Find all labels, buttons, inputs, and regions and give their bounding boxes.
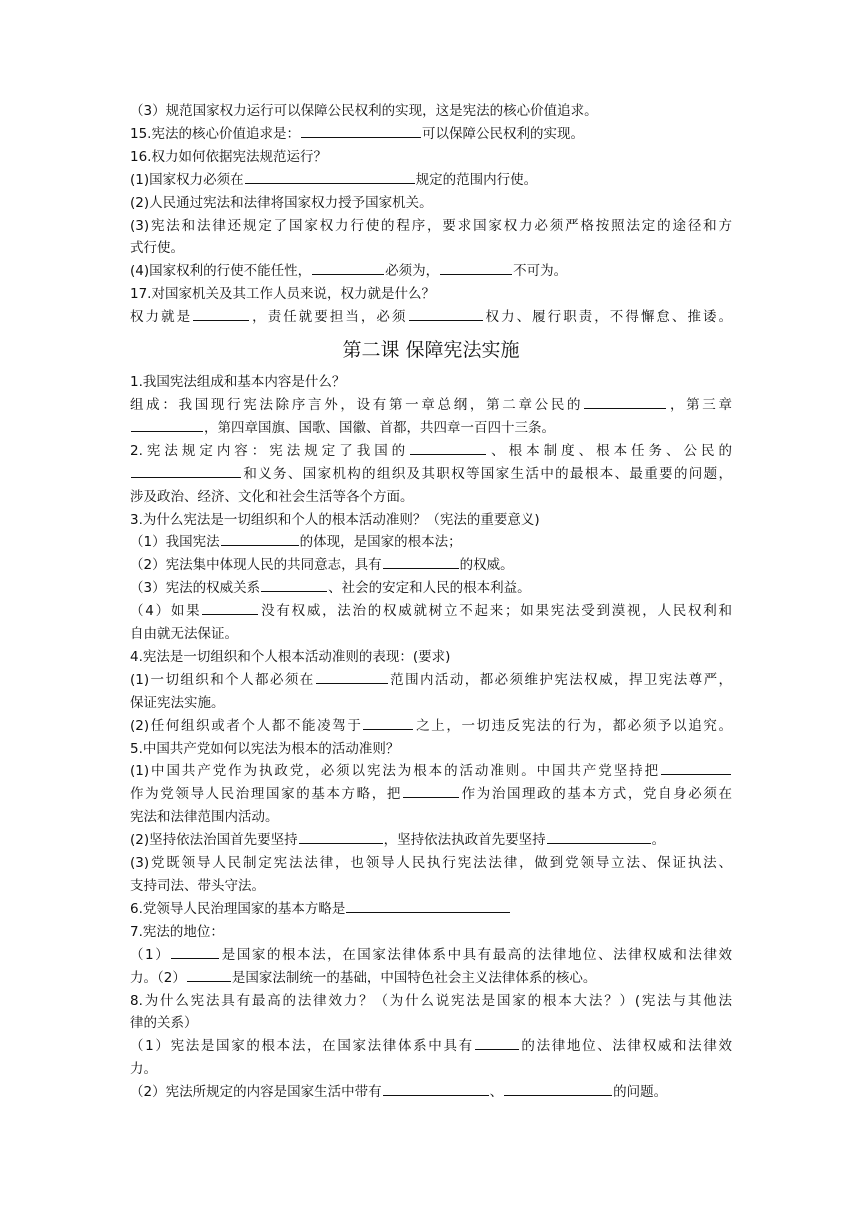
text-line bbox=[130, 192, 732, 215]
text-line bbox=[130, 146, 732, 169]
text-line bbox=[130, 646, 732, 669]
line-text: 律的关系） bbox=[130, 1015, 198, 1032]
fill-in-blank[interactable] bbox=[131, 464, 241, 478]
line-text: 5.中国共产党如何以宪法为根本的活动准则？ bbox=[130, 740, 400, 757]
text-line bbox=[130, 921, 732, 944]
text-line bbox=[130, 692, 732, 715]
line-text: 2.宪法规定内容：宪法规定了我国的 bbox=[130, 442, 410, 459]
line-text: 力。 bbox=[130, 1061, 157, 1078]
text-line bbox=[130, 1035, 732, 1058]
line-text: （2）宪法所规定的内容是国家生活中带有 bbox=[130, 1084, 382, 1101]
text-line bbox=[130, 806, 732, 829]
text-line bbox=[130, 783, 732, 806]
line-text: 权力就是 bbox=[130, 309, 193, 326]
line-text: 之上，一切违反宪法的行为，都必须予以追究。 bbox=[414, 717, 732, 734]
line-text: 3.为什么宪法是一切组织和个人的根本活动准则？（宪法的重要意义) bbox=[130, 511, 540, 528]
text-line bbox=[130, 1081, 732, 1104]
line-text: （3）宪法的权威关系 bbox=[130, 580, 261, 597]
line-text: (1)国家权力必须在 bbox=[130, 171, 244, 188]
line-text: (4)国家权利的行使不能任性， bbox=[130, 263, 312, 280]
fill-in-blank[interactable] bbox=[409, 307, 483, 321]
line-text: 4.宪法是一切组织和个人根本活动准则的表现：(要求) bbox=[130, 648, 451, 665]
line-text: 15.宪法的核心价值追求是： bbox=[130, 125, 300, 142]
line-text: 。 bbox=[651, 832, 666, 849]
text-line bbox=[130, 898, 732, 921]
text-line bbox=[130, 623, 732, 646]
fill-in-blank[interactable] bbox=[221, 532, 299, 546]
line-text: 组成：我国现行宪法除序言外，设有第一章总纲，第二章公民的 bbox=[130, 396, 584, 413]
line-text: 保证宪法实施。 bbox=[130, 694, 225, 711]
line-text: 是国家法制统一的基础，中国特色社会主义法律体系的核心。 bbox=[231, 969, 597, 986]
text-line bbox=[130, 394, 732, 417]
fill-in-blank[interactable] bbox=[316, 670, 388, 684]
line-text: 自由就无法保证。 bbox=[130, 626, 238, 643]
line-text: 的权威。 bbox=[459, 557, 514, 574]
line-text: （1） bbox=[130, 946, 171, 963]
line-text: 规定的范围内行使。 bbox=[415, 171, 538, 188]
line-text: 必须为， bbox=[385, 263, 440, 280]
line-text: 8.为什么宪法具有最高的法律效力？（为什么说宪法是国家的根本大法？）(宪法与其他法 bbox=[130, 992, 732, 1009]
line-text: 16.权力如何依据宪法规范运行？ bbox=[130, 148, 327, 165]
text-line bbox=[130, 237, 732, 260]
text-line bbox=[130, 169, 732, 192]
line-text: 、社会的安定和人民的根本利益。 bbox=[328, 580, 531, 597]
line-text: 的法律地位、法律权威和法律效 bbox=[519, 1038, 732, 1055]
line-text: ，第三章 bbox=[667, 396, 732, 413]
line-text: （4）如果 bbox=[130, 603, 202, 620]
line-text: 的体现，是国家的根本法； bbox=[299, 534, 462, 551]
fill-in-blank[interactable] bbox=[363, 716, 413, 730]
fill-in-blank[interactable] bbox=[171, 945, 219, 959]
line-text: 1.我国宪法组成和基本内容是什么？ bbox=[130, 374, 346, 391]
fill-in-blank[interactable] bbox=[547, 830, 651, 844]
line-text: ，坚持依法执政首先要坚持 bbox=[383, 832, 546, 849]
fill-in-blank[interactable] bbox=[301, 124, 421, 138]
fill-in-blank[interactable] bbox=[661, 761, 731, 775]
line-text: (2)任何组织或者个人都不能凌驾于 bbox=[130, 717, 363, 734]
text-line bbox=[130, 829, 732, 852]
line-text: （2）宪法集中体现人民的共同意志，具有 bbox=[130, 557, 382, 574]
text-line bbox=[130, 944, 732, 967]
line-text: 权力、履行职责，不得懈怠、推诿。 bbox=[483, 309, 732, 326]
line-text: (2)人民通过宪法和法律将国家权力授予国家机关。 bbox=[130, 194, 433, 211]
line-text: 17.对国家机关及其工作人员来说，权力就是什么？ bbox=[130, 286, 435, 303]
text-line bbox=[130, 738, 732, 761]
text-line bbox=[130, 123, 732, 146]
line-text: ，第四章国旗、国歌、国徽、首都，共四章一百四十三条。 bbox=[204, 419, 555, 436]
text-line bbox=[130, 486, 732, 509]
fill-in-blank[interactable] bbox=[299, 830, 383, 844]
line-text: 是国家的根本法，在国家法律体系中具有最高的法律地位、法律权威和法律效 bbox=[220, 946, 732, 963]
text-line bbox=[130, 577, 732, 600]
text-line bbox=[130, 852, 732, 875]
line-text: (2)坚持依法治国首先要坚持 bbox=[130, 832, 298, 849]
text-line bbox=[130, 215, 732, 238]
line-text: (1)中国共产党作为执政党，必须以宪法为根本的活动准则。中国共产党坚持把 bbox=[130, 763, 660, 780]
text-line bbox=[130, 100, 732, 123]
line-text: 宪法和法律范围内活动。 bbox=[130, 809, 279, 826]
fill-in-blank[interactable] bbox=[193, 307, 249, 321]
fill-in-blank[interactable] bbox=[475, 1036, 519, 1050]
text-line bbox=[130, 531, 732, 554]
fill-in-blank[interactable] bbox=[584, 395, 666, 409]
line-text: 没有权威，法治的权威就树立不起来；如果宪法受到漠视，人民权利和 bbox=[259, 603, 732, 620]
fill-in-blank[interactable] bbox=[383, 1082, 489, 1096]
text-line bbox=[130, 283, 732, 306]
text-line bbox=[130, 715, 732, 738]
line-text: （1）我国宪法 bbox=[130, 534, 220, 551]
line-text: 作为治国理政的基本方式，党自身必须在 bbox=[460, 786, 732, 803]
fill-in-blank[interactable] bbox=[410, 441, 486, 455]
section-previous-lesson bbox=[130, 100, 732, 329]
text-line bbox=[130, 509, 732, 532]
text-line bbox=[130, 417, 732, 440]
text-line bbox=[130, 260, 732, 283]
fill-in-blank[interactable] bbox=[131, 418, 203, 432]
text-line bbox=[130, 371, 732, 394]
line-text: (3)党既领导人民制定宪法法律，也领导人民执行宪法法律，做到党领导立法、保证执法、 bbox=[130, 855, 732, 872]
text-line bbox=[130, 1012, 732, 1035]
fill-in-blank[interactable] bbox=[312, 261, 384, 275]
line-text: 不可为。 bbox=[513, 263, 568, 280]
text-line bbox=[130, 875, 732, 898]
line-text: 、根本制度、根本任务、公民的 bbox=[487, 442, 732, 459]
line-text: 支持司法、带头守法。 bbox=[130, 878, 265, 894]
fill-in-blank[interactable] bbox=[245, 170, 415, 184]
fill-in-blank[interactable] bbox=[202, 601, 258, 615]
text-line bbox=[130, 1058, 732, 1081]
text-line bbox=[130, 669, 732, 692]
line-text: 力。（2） bbox=[130, 969, 186, 986]
line-text: ，责任就要担当，必须 bbox=[250, 309, 408, 326]
line-text: 涉及政治、经济、文化和社会生活等各个方面。 bbox=[130, 488, 414, 505]
line-text: 7.宪法的地位： bbox=[130, 923, 224, 940]
lesson-title: 第二课 保障宪法实施 bbox=[342, 339, 520, 362]
line-text: 的问题。 bbox=[613, 1084, 668, 1101]
fill-in-blank[interactable] bbox=[403, 784, 459, 798]
line-text: 、 bbox=[489, 1084, 504, 1101]
fill-in-blank[interactable] bbox=[187, 968, 231, 982]
line-text: 可以保障公民权利的实现。 bbox=[421, 125, 584, 142]
fill-in-blank[interactable] bbox=[383, 555, 459, 569]
section-lesson-two bbox=[130, 371, 732, 1104]
text-line bbox=[130, 440, 732, 463]
line-text: 式行使。 bbox=[130, 240, 184, 257]
fill-in-blank[interactable] bbox=[261, 578, 327, 592]
line-text: (3)宪法和法律还规定了国家权力行使的程序，要求国家权力必须严格按照法定的途径和方 bbox=[130, 217, 732, 234]
text-line bbox=[130, 990, 732, 1013]
line-text: 和义务、国家机构的组织及其职权等国家生活中的最根本、最重要的问题， bbox=[242, 465, 732, 482]
line-text: 范围内活动，都必须维护宪法权威，捍卫宪法尊严， bbox=[388, 671, 732, 688]
line-text: (1)一切组织和个人都必须在 bbox=[130, 671, 315, 688]
fill-in-blank[interactable] bbox=[346, 899, 510, 913]
line-text: （3）规范国家权力运行可以保障公民权利的实现，这是宪法的核心价值追求。 bbox=[130, 103, 598, 119]
text-line bbox=[130, 600, 732, 623]
text-line bbox=[130, 306, 732, 329]
line-text: （1）宪法是国家的根本法，在国家法律体系中具有 bbox=[130, 1038, 474, 1055]
text-line bbox=[130, 554, 732, 577]
line-text: 作为党领导人民治理国家的基本方略，把 bbox=[130, 786, 402, 803]
text-line bbox=[130, 967, 732, 990]
text-line bbox=[130, 760, 732, 783]
text-line bbox=[130, 463, 732, 486]
fill-in-blank[interactable] bbox=[504, 1082, 612, 1096]
fill-in-blank[interactable] bbox=[440, 261, 512, 275]
line-text: 6.党领导人民治理国家的基本方略是 bbox=[130, 900, 346, 917]
